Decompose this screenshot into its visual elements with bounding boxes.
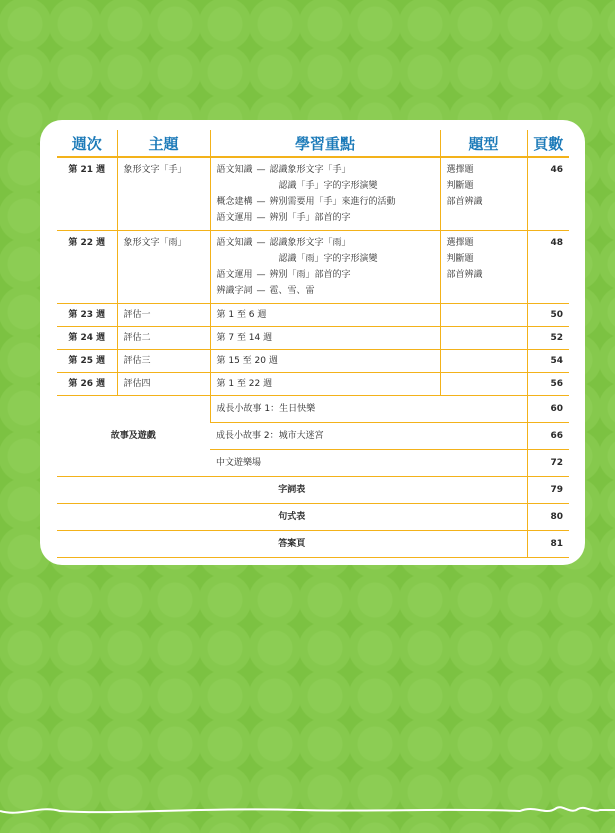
range-cell: 第 7 至 14 週	[210, 327, 440, 350]
header-row	[57, 130, 569, 157]
header-topic: 主題	[117, 130, 210, 157]
type-item: 判斷題	[446, 181, 474, 191]
range-cell: 第 15 至 20 週	[210, 350, 440, 373]
type-cell	[440, 327, 527, 350]
focus-line: 語文運用 — 辨別「手」部首的字	[216, 213, 351, 223]
page-number: 72	[527, 450, 569, 477]
page-number: 54	[527, 350, 569, 373]
contents-card	[40, 120, 585, 565]
type-item: 部首辨識	[446, 197, 483, 207]
decorative-wave-line	[0, 795, 615, 833]
table-row-week-24[interactable]	[57, 327, 569, 350]
type-cell	[440, 350, 527, 373]
page-number: 50	[527, 304, 569, 327]
appendix-label: 字詞表	[57, 477, 527, 504]
week-cell: 第 25 週	[57, 350, 117, 373]
week-cell: 第 26 週	[57, 373, 117, 396]
page-number: 81	[527, 531, 569, 558]
focus-line: 語文知識 — 認識象形文字「手」	[216, 165, 351, 175]
page-number: 56	[527, 373, 569, 396]
page-number: 46	[527, 157, 569, 231]
page-number: 80	[527, 504, 569, 531]
week-cell: 第 24 週	[57, 327, 117, 350]
page-number: 52	[527, 327, 569, 350]
focus-cell	[210, 157, 440, 231]
page-number: 79	[527, 477, 569, 504]
story-cell: 成長小故事 1：生日快樂	[210, 396, 527, 423]
table-row-word-list[interactable]	[57, 477, 569, 504]
type-item: 判斷題	[446, 254, 474, 264]
header-type: 題型	[440, 130, 527, 157]
appendix-label: 句式表	[57, 504, 527, 531]
contents-table	[57, 130, 569, 558]
table-row-week-23[interactable]	[57, 304, 569, 327]
focus-line: 概念建構 — 辨別需要用「手」來進行的活動	[216, 197, 396, 207]
focus-line: 認識「手」字的字形演變	[278, 181, 378, 191]
range-cell: 第 1 至 22 週	[210, 373, 440, 396]
story-cell: 中文遊樂場	[210, 450, 527, 477]
type-cell	[440, 231, 527, 304]
week-cell: 第 21 週	[57, 157, 117, 231]
topic-cell: 評估四	[117, 373, 210, 396]
page-number: 48	[527, 231, 569, 304]
focus-line: 認識「雨」字的字形演變	[278, 254, 378, 264]
header-week: 週次	[57, 130, 117, 157]
focus-cell	[210, 231, 440, 304]
week-cell: 第 23 週	[57, 304, 117, 327]
table-row-week-21[interactable]	[57, 157, 569, 231]
page-number: 60	[527, 396, 569, 423]
focus-line: 語文知識 — 認識象形文字「雨」	[216, 238, 351, 248]
table-row-answers[interactable]	[57, 531, 569, 558]
table-row-week-22[interactable]	[57, 231, 569, 304]
topic-cell: 評估二	[117, 327, 210, 350]
range-cell: 第 1 至 6 週	[210, 304, 440, 327]
focus-line: 辨識字詞 — 雹、雪、雷	[216, 286, 315, 296]
type-item: 選擇題	[446, 238, 474, 248]
header-page: 頁數	[527, 130, 569, 157]
type-cell	[440, 157, 527, 231]
table-row-week-25[interactable]	[57, 350, 569, 373]
stories-label: 故事及遊戲	[57, 396, 210, 477]
focus-line: 語文運用 — 辨別「雨」部首的字	[216, 270, 351, 280]
type-item: 部首辨識	[446, 270, 483, 280]
topic-cell: 評估三	[117, 350, 210, 373]
topic-cell: 象形文字「手」	[117, 157, 210, 231]
type-cell	[440, 304, 527, 327]
week-cell: 第 22 週	[57, 231, 117, 304]
page-number: 66	[527, 423, 569, 450]
type-item: 選擇題	[446, 165, 474, 175]
header-focus: 學習重點	[210, 130, 440, 157]
topic-cell: 象形文字「雨」	[117, 231, 210, 304]
appendix-label: 答案頁	[57, 531, 527, 558]
story-cell: 成長小故事 2：城市大迷宮	[210, 423, 527, 450]
type-cell	[440, 373, 527, 396]
table-row-week-26[interactable]	[57, 373, 569, 396]
table-row-story-1[interactable]	[57, 396, 569, 423]
table-row-sentence-list[interactable]	[57, 504, 569, 531]
topic-cell: 評估一	[117, 304, 210, 327]
